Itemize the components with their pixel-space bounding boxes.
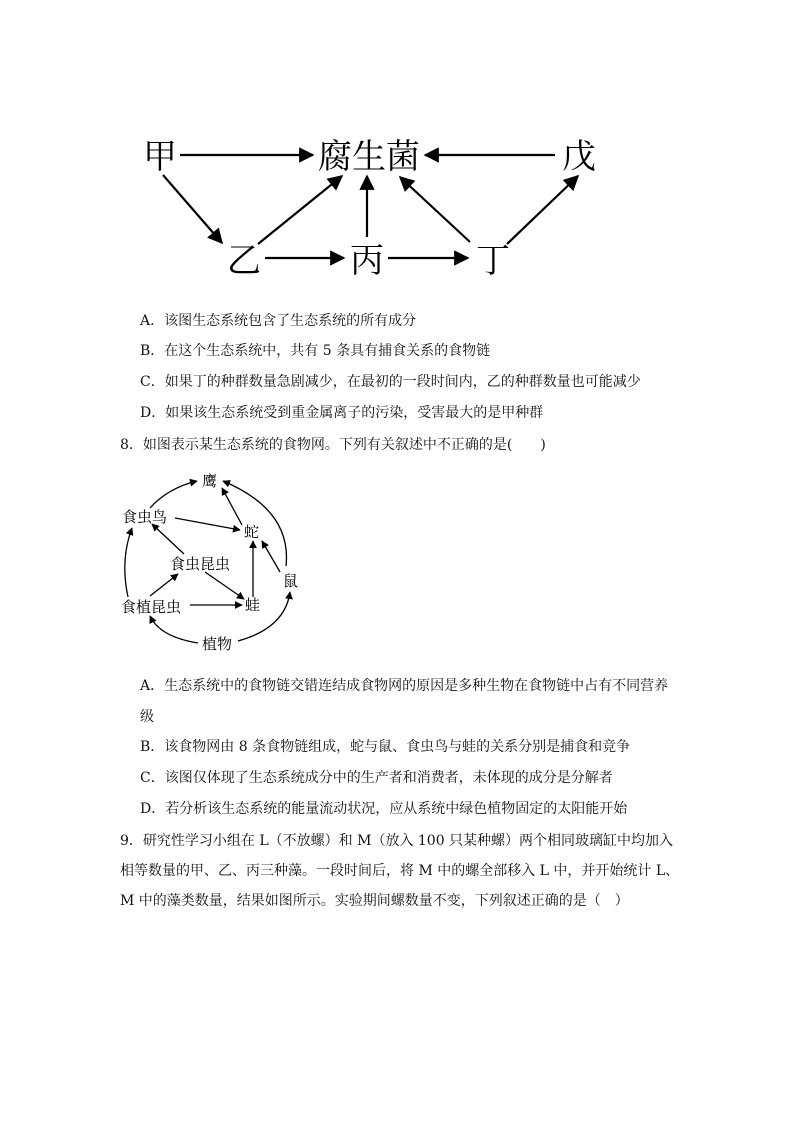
node-wa: 蛙: [245, 596, 261, 614]
arrow-shizhikunchong-to-shichongniao: [125, 528, 132, 597]
q7-option-d: D．如果该生态系统受到重金属离子的污染，受害最大的是甲种群: [140, 405, 544, 421]
arrow-shichongniao-to-ying: [150, 481, 197, 508]
arrow-zhiwu-to-shizhikunchong: [150, 616, 198, 643]
node-ying: 鹰: [202, 472, 218, 490]
arrow-shichongniao-to-she: [175, 518, 240, 530]
node-zhiwu: 植物: [202, 635, 233, 653]
node-bing: 丙: [350, 241, 384, 281]
node-fushengjun: 腐生菌: [318, 137, 420, 177]
q8-option-a-line2: 级: [140, 709, 154, 725]
q7-option-c: C．如果丁的种群数量急剧减少，在最初的一段时间内，乙的种群数量也可能减少: [140, 374, 641, 390]
node-she: 蛇: [244, 523, 260, 541]
node-shichongkunchong: 食虫昆虫: [170, 555, 231, 573]
node-ding: 丁: [476, 241, 510, 281]
q9-stem: 9．研究性学习小组在 L（不放螺）和 M（放入 100 只某种螺）两个相同玻璃缸中均加入相等数量的甲、乙、丙三种藻。一段时间后，将 M 中的螺全部移入 L 中，并开始统计 L、M 中的藻类数量，结果如图所示。实验期间螺数量不变，下列叙述正确的是（ ）: [120, 833, 680, 909]
q8-option-b: B．该食物网由 8 条食物链组成，蛇与鼠、食虫鸟与蛙的关系分别是捕食和竞争: [140, 739, 631, 755]
arrow-shichongkunchong-to-shichongniao: [152, 524, 184, 554]
q8-option-d: D．若分析该生态系统的能量流动状况，应从系统中绿色植物固定的太阳能开始: [140, 801, 628, 817]
arrow-shichongkunchong-to-wa: [205, 572, 244, 599]
node-yi: 乙: [227, 241, 261, 281]
node-shizhikunchong: 食植昆虫: [121, 598, 182, 616]
q7-option-a: A．该图生态系统包含了生态系统的所有成分: [140, 313, 417, 329]
node-shu: 鼠: [283, 572, 299, 590]
node-wu: 戊: [562, 137, 596, 177]
q7-option-b: B．在这个生态系统中，共有 5 条具有捕食关系的食物链: [140, 343, 491, 359]
arrow-she-to-ying: [222, 488, 242, 525]
arrow-shizhikunchong-to-shichongkunchong: [150, 574, 178, 596]
q8-stem: 8．如图表示某生态系统的食物网。下列有关叙述中不正确的是( ): [120, 437, 546, 453]
q8-option-a-line1: A．生态系统中的食物链交错连结成食物网的原因是多种生物在食物链中占有不同营养: [140, 678, 669, 694]
node-shichongniao: 食虫鸟: [122, 508, 168, 526]
q8-option-c: C．该图仅体现了生态系统成分中的生产者和消费者，未体现的成分是分解者: [140, 770, 613, 786]
node-jia: 甲: [143, 137, 177, 177]
arrow-shu-to-she: [262, 541, 280, 572]
